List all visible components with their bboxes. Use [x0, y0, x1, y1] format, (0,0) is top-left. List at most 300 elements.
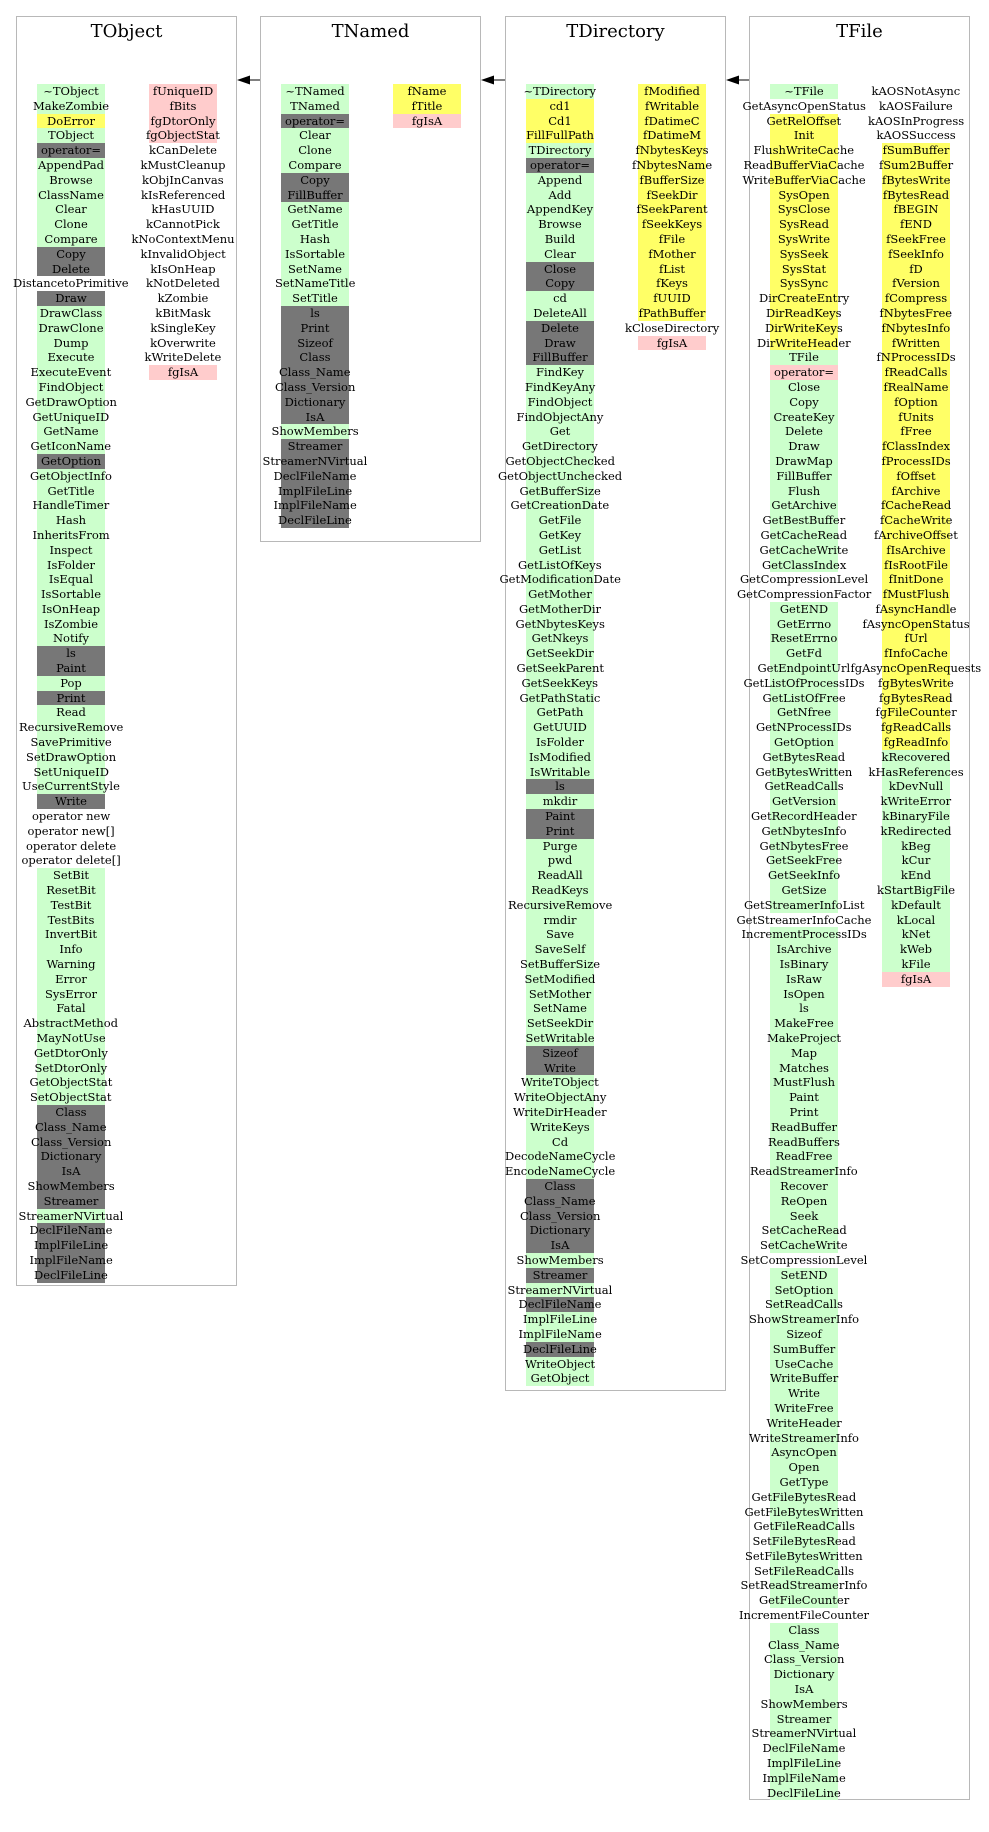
member-name: fgReadCalls — [881, 720, 952, 735]
method-name: Draw — [544, 335, 576, 350]
member-name: fRealName — [883, 379, 949, 394]
method-name: FlushWriteCache — [753, 143, 855, 158]
method-name: GetCompressionLevel — [740, 572, 869, 587]
method-name: AppendKey — [526, 202, 594, 217]
method-name: Error — [55, 971, 87, 986]
member-name: fKeys — [656, 276, 688, 291]
member-name: fFile — [658, 231, 686, 246]
member-entry — [874, 527, 958, 543]
method-name: GetNProcessIDs — [756, 720, 852, 735]
method-name: GetVersion — [771, 794, 837, 809]
method-name: GetTitle — [291, 217, 339, 232]
method-name: Copy — [789, 394, 819, 409]
method-name: IsA — [305, 409, 325, 424]
method-entry — [526, 188, 594, 203]
method-name: SetOption — [774, 1282, 834, 1297]
method-entry — [505, 453, 615, 469]
method-entry — [762, 749, 846, 765]
method-name: GetMotherDir — [519, 601, 602, 616]
method-entry — [523, 1312, 598, 1327]
method-name: ShowMembers — [516, 1252, 604, 1267]
method-name: Dictionary — [284, 394, 346, 409]
method-name: GetRelOffset — [766, 113, 842, 128]
method-entry — [13, 276, 129, 291]
method-entry — [770, 1475, 838, 1490]
method-entry — [37, 173, 105, 188]
method-name: GetSeekKeys — [521, 675, 599, 690]
method-entry — [526, 646, 594, 661]
member-entry — [882, 572, 950, 587]
method-name: GetOption — [40, 453, 102, 468]
method-entry — [516, 1252, 604, 1268]
method-name: Inspect — [49, 542, 93, 557]
method-name: StreamerNVirtual — [507, 1282, 613, 1297]
method-name: WriteDirHeader — [513, 1104, 607, 1119]
method-entry — [770, 262, 838, 277]
method-name: SaveSelf — [534, 942, 586, 957]
method-name: InvertBit — [44, 927, 98, 942]
method-name: GetArchive — [771, 498, 837, 513]
method-entry — [526, 1194, 594, 1209]
method-name: SetBit — [52, 868, 90, 883]
method-name: WriteStreamerInfo — [749, 1430, 859, 1445]
method-name: Clear — [299, 128, 331, 143]
method-name: IsBinary — [779, 957, 829, 972]
member-name: fSum2Buffer — [879, 157, 954, 172]
member-name: fName — [407, 84, 447, 98]
method-name: GetOption — [773, 735, 835, 750]
member-entry — [632, 157, 713, 173]
method-entry — [770, 1149, 838, 1164]
method-name: SysSync — [779, 276, 829, 291]
member-name: fgFileCounter — [875, 705, 957, 720]
member-list — [850, 84, 982, 987]
method-name: GetObjectChecked — [505, 453, 615, 468]
method-entry — [770, 1016, 838, 1031]
method-name: SetDrawOption — [26, 749, 117, 764]
member-entry — [882, 454, 950, 469]
method-name: SetReadStreamerInfo — [740, 1578, 868, 1593]
member-entry — [879, 305, 953, 321]
method-entry — [498, 468, 623, 484]
method-name: IsFolder — [46, 557, 96, 572]
method-name: StreamerNVirtual — [18, 1208, 124, 1223]
member-name: fNbytesFree — [879, 305, 953, 320]
method-name: Browse — [538, 217, 582, 232]
method-name: Flush — [787, 483, 821, 498]
method-name: Copy — [545, 276, 575, 291]
member-entry — [140, 246, 226, 262]
method-entry — [526, 1031, 594, 1046]
method-entry — [526, 587, 594, 602]
method-entry — [752, 1534, 856, 1549]
method-entry — [770, 1357, 838, 1372]
member-name: fDatimeC — [644, 113, 700, 128]
method-name: SetFileBytesWritten — [745, 1548, 863, 1563]
method-name: GetFileBytesWritten — [744, 1504, 864, 1519]
member-name: kCloseDirectory — [625, 320, 720, 335]
member-entry — [882, 188, 950, 203]
method-name: operator= — [284, 113, 346, 128]
method-name: WriteBuffer — [770, 1371, 839, 1386]
member-entry — [638, 336, 706, 351]
method-entry — [29, 1252, 113, 1268]
method-entry — [760, 1696, 848, 1712]
method-name: GetPathStatic — [519, 690, 601, 705]
member-entry — [882, 587, 950, 602]
method-entry — [29, 1223, 113, 1238]
member-entry — [638, 188, 706, 203]
method-entry — [526, 913, 594, 928]
method-name: IsOpen — [783, 986, 825, 1001]
method-name: ReadStreamerInfo — [750, 1164, 858, 1179]
method-name: IsSortable — [40, 587, 102, 602]
method-name: Sizeof — [297, 335, 333, 350]
method-list — [736, 84, 872, 1800]
method-name: DeclFileLine — [34, 1267, 108, 1282]
method-name: SetName — [288, 261, 342, 276]
method-entry — [37, 247, 105, 262]
member-name: kAOSInProgress — [868, 113, 965, 128]
method-name: SumBuffer — [772, 1341, 836, 1356]
method-name: SysSeek — [779, 246, 829, 261]
method-entry — [770, 1001, 838, 1016]
method-entry — [522, 439, 598, 454]
method-entry — [526, 321, 594, 336]
method-name: Get — [549, 424, 571, 439]
method-entry — [37, 602, 105, 617]
member-entry — [882, 779, 950, 794]
member-name: fgBytesRead — [879, 690, 953, 705]
method-name: Delete — [52, 261, 90, 276]
method-name: Clear — [55, 202, 87, 217]
method-entry — [37, 424, 105, 439]
member-entry — [393, 99, 461, 114]
method-entry — [770, 1667, 838, 1682]
method-name: AbstractMethod — [23, 1016, 118, 1031]
member-entry — [140, 157, 226, 173]
method-entry — [37, 972, 105, 987]
method-name: FindKey — [535, 365, 584, 380]
method-entry — [37, 883, 105, 898]
method-entry — [281, 99, 349, 114]
member-name: kCanDelete — [149, 143, 217, 158]
method-name: Class_Version — [764, 1652, 845, 1667]
member-entry — [638, 232, 706, 247]
method-name: Append — [537, 172, 583, 187]
member-name: kNoContextMenu — [131, 231, 235, 246]
method-name: GetType — [779, 1474, 829, 1489]
method-entry — [770, 395, 838, 410]
member-entry — [882, 543, 950, 558]
method-name: ls — [66, 646, 76, 661]
member-entry — [876, 128, 956, 143]
method-name: Paint — [545, 809, 575, 824]
method-entry — [526, 395, 594, 410]
method-entry — [526, 1357, 594, 1372]
method-entry — [770, 232, 838, 247]
member-entry — [882, 202, 950, 217]
method-name: SetFileReadCalls — [754, 1563, 855, 1578]
method-entry — [18, 1208, 124, 1224]
member-entry — [142, 172, 224, 188]
member-name: kFile — [901, 957, 931, 972]
method-entry — [37, 114, 105, 129]
member-name: fBEGIN — [893, 202, 939, 217]
method-name: operator delete — [26, 838, 117, 853]
method-entry — [37, 484, 105, 499]
method-entry — [37, 558, 105, 573]
inheritance-arrow-tfile-to-tdirectory — [726, 76, 749, 85]
member-name: kIsReferenced — [141, 187, 226, 202]
method-entry — [770, 1401, 838, 1416]
member-entry — [882, 913, 950, 928]
method-name: operator new — [32, 809, 111, 824]
method-entry — [770, 1445, 838, 1460]
method-entry — [37, 454, 105, 469]
method-name: TNamed — [290, 98, 340, 113]
method-name: SetModified — [524, 971, 596, 986]
method-name: Hash — [55, 513, 87, 528]
method-name: Recover — [780, 1178, 828, 1193]
method-name: GetPath — [536, 705, 584, 720]
method-name: FillBuffer — [532, 350, 588, 365]
method-entry — [770, 350, 838, 365]
method-name: ShowMembers — [271, 424, 359, 439]
method-entry — [34, 1267, 108, 1283]
method-entry — [271, 424, 359, 439]
method-entry — [770, 1623, 838, 1638]
method-name: DeclFileName — [762, 1741, 846, 1756]
method-name: WriteFree — [774, 1400, 834, 1415]
method-name: SetEND — [780, 1267, 828, 1282]
method-entry — [37, 913, 105, 928]
method-entry — [27, 823, 115, 839]
method-entry — [37, 350, 105, 365]
method-entry — [770, 1371, 838, 1386]
method-entry — [499, 572, 621, 587]
method-entry — [505, 1164, 616, 1179]
method-name: ImplFileLine — [767, 1756, 842, 1771]
method-name: GetCreationDate — [510, 498, 610, 513]
method-entry — [37, 306, 105, 321]
method-name: Dictionary — [40, 1149, 102, 1164]
method-name: operator delete[] — [21, 853, 121, 868]
member-entry — [149, 202, 217, 217]
method-name: DeclFileName — [29, 1223, 113, 1238]
method-entry — [526, 705, 594, 720]
member-entry — [146, 128, 220, 143]
method-entry — [520, 1208, 601, 1224]
member-name: kNet — [901, 927, 931, 942]
method-entry — [764, 1652, 845, 1667]
method-name: SavePrimitive — [30, 735, 112, 750]
method-entry — [751, 1726, 857, 1741]
method-name: MustFlush — [772, 1075, 836, 1090]
member-entry — [882, 853, 950, 868]
method-name: GetStreamerInfoCache — [736, 912, 872, 927]
method-name: GetFd — [786, 646, 822, 661]
method-entry — [526, 794, 594, 809]
method-entry — [526, 1238, 594, 1253]
method-name: SysRead — [779, 217, 829, 232]
member-name: kMustCleanup — [140, 157, 226, 172]
member-entry — [149, 291, 217, 306]
method-name: Warning — [46, 957, 96, 972]
method-entry — [526, 1223, 594, 1238]
method-name: FindObject — [38, 379, 104, 394]
method-entry — [762, 1770, 846, 1786]
method-name: UseCache — [774, 1356, 834, 1371]
method-entry — [770, 276, 838, 291]
member-name: kSingleKey — [150, 320, 216, 335]
method-name: GetFileBytesRead — [751, 1489, 857, 1504]
method-entry — [21, 853, 121, 868]
member-name: fgAsyncOpenRequests — [850, 661, 982, 676]
method-entry — [37, 1149, 105, 1164]
method-entry — [516, 409, 604, 425]
method-name: Fatal — [56, 1001, 86, 1016]
method-name: ImplFileName — [29, 1252, 113, 1267]
member-name: fInitDone — [888, 572, 944, 587]
method-name: GetObjectInfo — [30, 468, 112, 483]
method-entry — [765, 320, 843, 336]
member-name: fSeekParent — [636, 202, 708, 217]
method-entry — [526, 158, 594, 173]
method-name: SetCacheWrite — [760, 1238, 848, 1253]
member-name: fSumBuffer — [882, 143, 950, 158]
method-name: Init — [793, 128, 815, 143]
member-entry — [882, 469, 950, 484]
method-entry — [23, 1016, 118, 1031]
member-entry — [149, 143, 217, 158]
member-name: fNbytesInfo — [881, 320, 951, 335]
member-entry — [149, 84, 217, 99]
member-entry — [638, 173, 706, 188]
method-entry — [751, 809, 857, 824]
method-name: Map — [791, 1045, 817, 1060]
method-name: ShowMembers — [760, 1696, 848, 1711]
method-entry — [764, 779, 844, 794]
method-entry — [770, 957, 838, 972]
method-name: MakeProject — [767, 1031, 841, 1045]
method-name: GetList — [538, 542, 582, 557]
method-name: Close — [787, 379, 821, 394]
method-name: DirCreateEntry — [759, 291, 850, 306]
method-name: TObject — [48, 128, 94, 143]
method-name: IsZombie — [43, 616, 99, 631]
method-name: Cd1 — [548, 113, 572, 128]
method-entry — [770, 705, 838, 720]
member-name: kCannotPick — [146, 217, 220, 232]
method-entry — [754, 1563, 855, 1579]
method-list — [498, 84, 623, 1386]
method-entry — [37, 217, 105, 232]
method-name: ~TFile — [784, 84, 824, 98]
method-entry — [755, 764, 853, 780]
method-name: DeclFileLine — [523, 1341, 597, 1356]
method-entry — [278, 513, 352, 528]
method-entry — [30, 365, 112, 380]
method-entry — [281, 291, 349, 306]
method-entry — [507, 1282, 613, 1298]
method-name: GetEndpointUrl — [757, 661, 851, 676]
method-entry — [281, 173, 349, 188]
method-entry — [770, 942, 838, 957]
method-name: GetCacheWrite — [759, 542, 849, 557]
method-entry — [516, 661, 604, 676]
method-name: Draw — [55, 291, 87, 306]
method-entry — [750, 1164, 858, 1179]
method-name: cd1 — [549, 98, 571, 113]
method-entry — [281, 439, 349, 454]
method-name: GetBytesRead — [762, 749, 846, 764]
method-entry — [757, 661, 851, 676]
member-entry — [876, 350, 956, 365]
member-entry — [882, 631, 950, 646]
member-name: fUniqueID — [152, 84, 214, 98]
method-entry — [770, 1209, 838, 1224]
method-entry — [37, 1031, 105, 1046]
member-entry — [882, 809, 950, 824]
method-entry — [37, 572, 105, 587]
member-name: fMustFlush — [882, 587, 950, 602]
method-entry — [37, 676, 105, 691]
method-name: GetStreamerInfoList — [744, 897, 865, 912]
method-entry — [526, 720, 594, 735]
method-entry — [526, 1371, 594, 1386]
method-entry — [526, 972, 594, 987]
member-entry — [882, 232, 950, 247]
method-entry — [37, 1120, 105, 1135]
member-name: fgDtorOnly — [150, 113, 216, 128]
method-entry — [37, 987, 105, 1002]
member-name: fBytesRead — [882, 187, 950, 202]
method-entry — [526, 513, 594, 528]
method-name: SetWritable — [525, 1031, 595, 1045]
method-entry — [526, 247, 594, 262]
method-name: Class_Name — [35, 1119, 107, 1134]
method-name: Delete — [541, 320, 579, 335]
method-entry — [770, 1194, 838, 1209]
method-name: Class_Name — [768, 1637, 840, 1652]
member-entry — [149, 336, 217, 351]
method-entry — [523, 1341, 597, 1357]
member-entry — [882, 498, 950, 513]
method-name: GetClassIndex — [762, 557, 847, 572]
method-name: Copy — [300, 172, 330, 187]
method-entry — [526, 779, 594, 794]
method-name: GetNfree — [776, 705, 832, 720]
method-entry — [770, 1179, 838, 1194]
method-name: IncrementFileCounter — [739, 1608, 870, 1623]
method-entry — [770, 1135, 838, 1150]
method-name: WriteTObject — [521, 1075, 599, 1090]
method-name: DirWriteKeys — [765, 320, 843, 335]
method-entry — [37, 1001, 105, 1016]
method-entry — [770, 617, 838, 632]
method-name: GetName — [287, 202, 343, 217]
method-entry — [281, 247, 349, 262]
member-name: fgIsA — [900, 971, 932, 986]
method-name: IsA — [61, 1164, 81, 1179]
method-entry — [515, 616, 605, 632]
method-name: GetListOfKeys — [518, 557, 602, 572]
member-name: fIsRootFile — [884, 557, 948, 572]
member-name: fFree — [900, 424, 932, 439]
method-name: DirWriteHeader — [757, 335, 851, 350]
method-entry — [281, 321, 349, 336]
